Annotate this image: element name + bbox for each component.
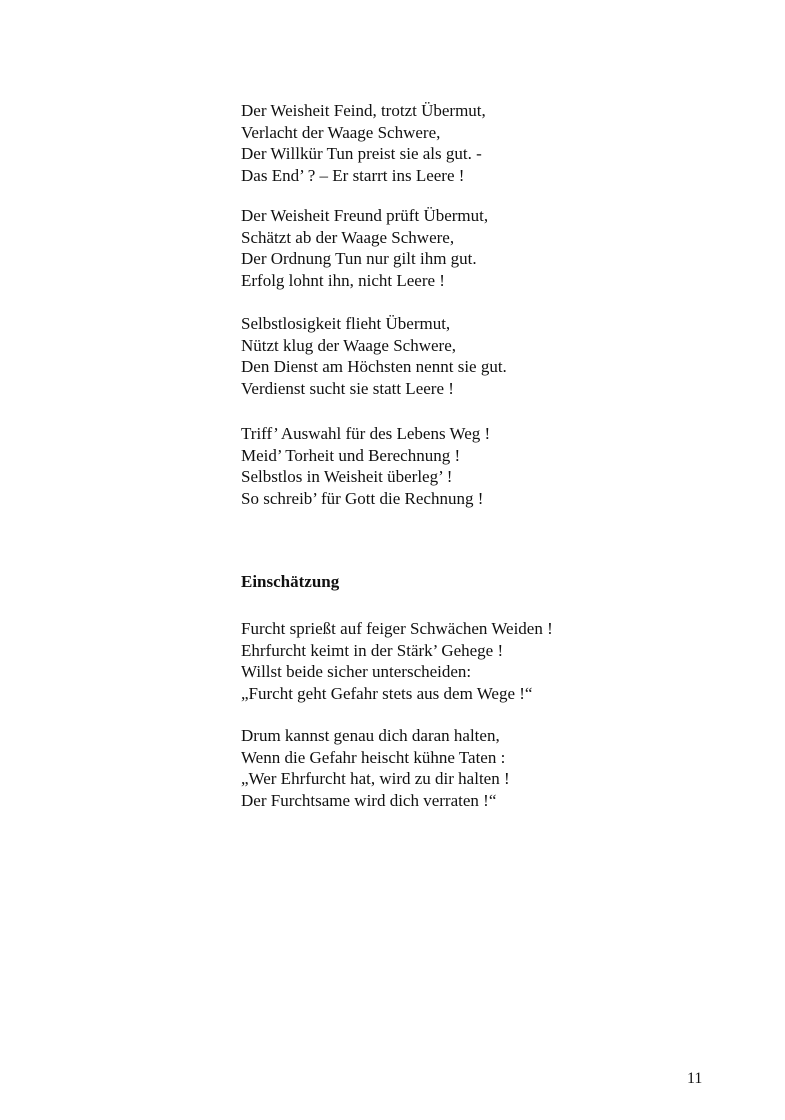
verse-line: Drum kannst genau dich daran halten, (241, 726, 500, 745)
verse-line: Der Furchtsame wird dich verraten !“ (241, 790, 497, 810)
verse-line: Das End’ ? – Er starrt ins Leere ! (241, 165, 465, 185)
verse-line: Der Weisheit Feind, trotzt Übermut, (241, 101, 486, 120)
verse-line: Erfolg lohnt ihn, nicht Leere ! (241, 270, 445, 290)
verse-line: Verlacht der Waage Schwere, (241, 122, 441, 142)
verse-line: Selbstlos in Weisheit überleg’ ! (241, 467, 453, 486)
verse-line: Schätzt ab der Waage Schwere, (241, 227, 455, 247)
verse-line: Wenn die Gefahr heischt kühne Taten : (241, 747, 506, 767)
verse-line: Nützt klug der Waage Schwere, (241, 335, 456, 355)
verse-line: Der Ordnung Tun nur gilt ihm gut. (241, 249, 477, 268)
verse-line: So schreib’ für Gott die Rechnung ! (241, 488, 484, 508)
poem1-stanza-4 (241, 423, 490, 509)
verse-line: „Furcht geht Gefahr stets aus dem Wege !“ (241, 683, 533, 703)
verse-line: Der Weisheit Freund prüft Übermut, (241, 206, 489, 225)
verse-line: Der Willkür Tun preist sie als gut. - (241, 144, 482, 163)
verse-line: Den Dienst am Höchsten nennt sie gut. (241, 357, 507, 376)
poem-title: Einschätzung (241, 572, 340, 591)
page-number: 11 (687, 1070, 703, 1087)
verse-line: Verdienst sucht sie statt Leere ! (241, 378, 454, 398)
poem2-stanza-1 (241, 618, 553, 704)
verse-line: Meid’ Torheit und Berechnung ! (241, 445, 461, 465)
poem1-stanza-2 (241, 205, 488, 291)
verse-line: Selbstlosigkeit flieht Übermut, (241, 314, 451, 333)
verse-line: „Wer Ehrfurcht hat, wird zu dir halten ! (241, 769, 510, 788)
verse-line: Ehrfurcht keimt in der Stärk’ Gehege ! (241, 640, 504, 660)
poem2-stanza-2 (241, 725, 510, 811)
verse-line: Willst beide sicher unterscheiden: (241, 662, 472, 681)
poem1-stanza-3 (241, 313, 507, 399)
verse-line: Furcht sprießt auf feiger Schwächen Weiden ! (241, 619, 553, 638)
poem1-stanza-1 (241, 100, 486, 186)
verse-line: Triff’ Auswahl für des Lebens Weg ! (241, 424, 491, 443)
